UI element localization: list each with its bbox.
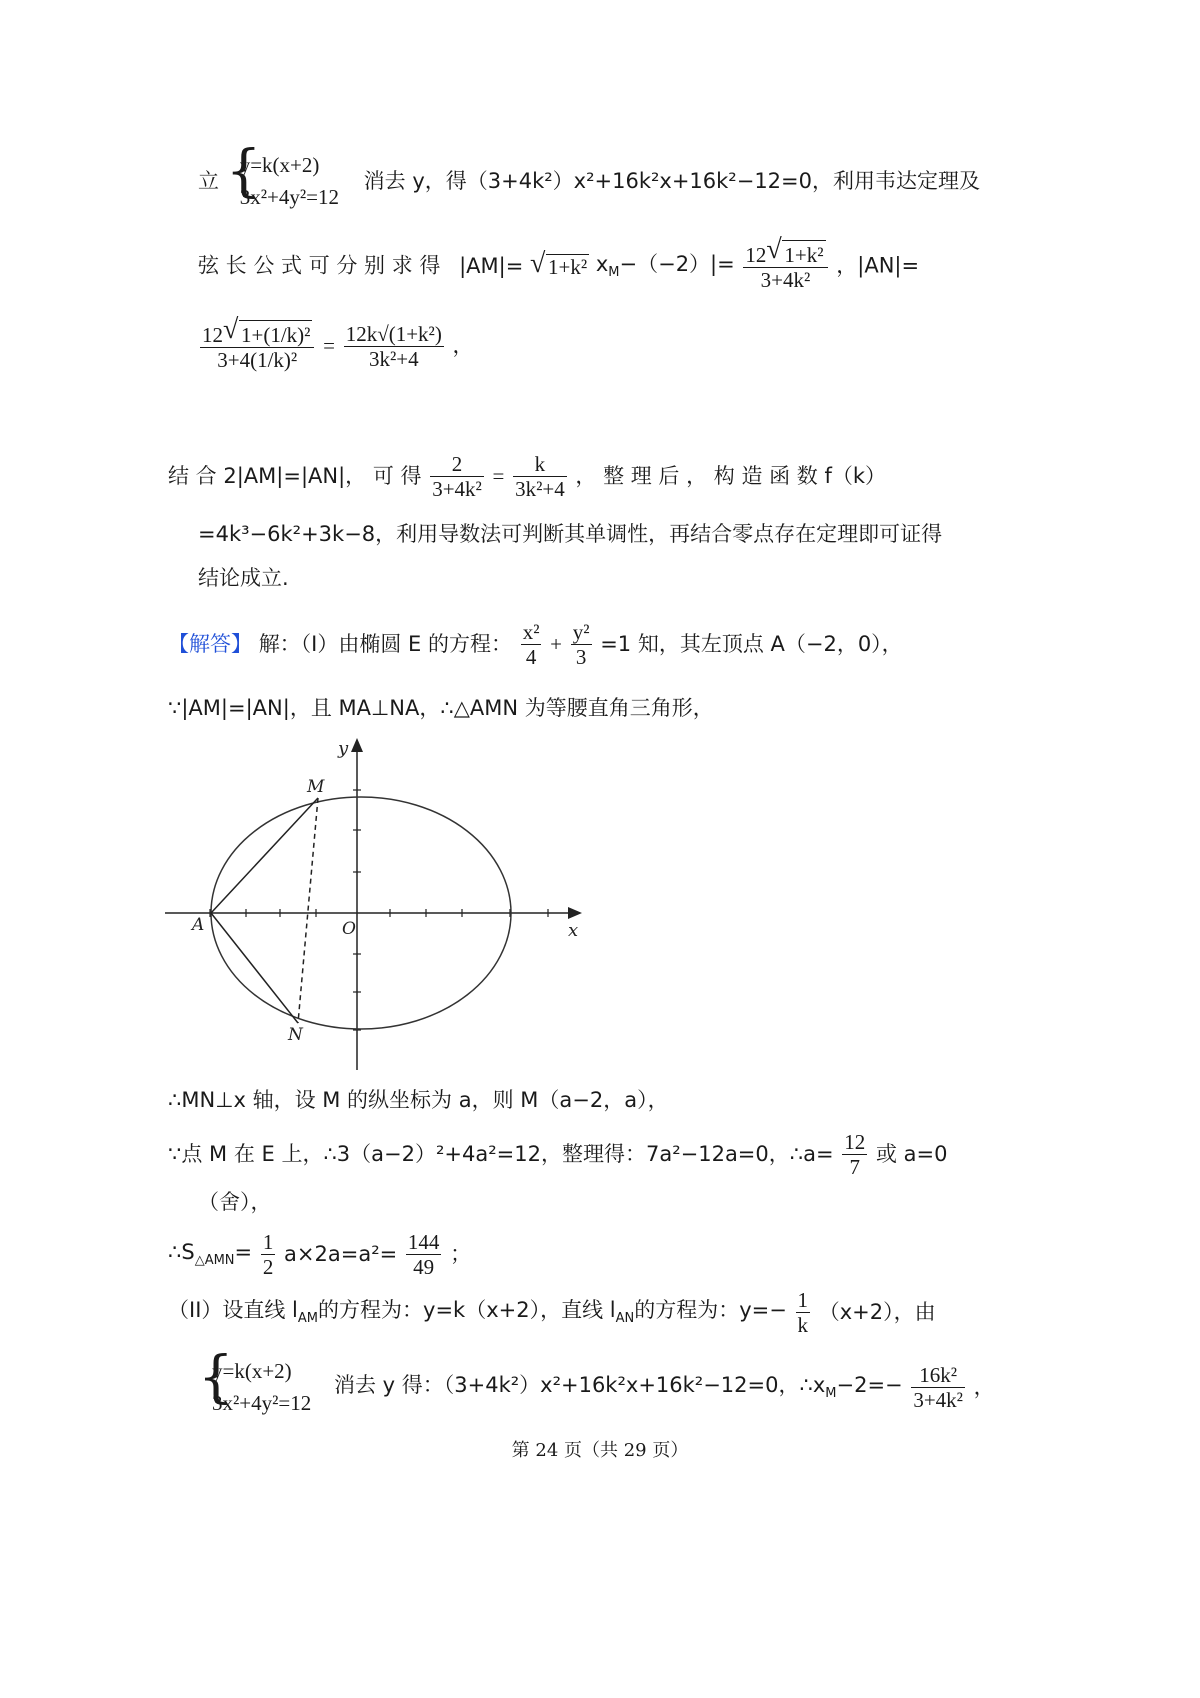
text: 消去 y 得：（3+4k²）x²+16k²x+16k²−12=0，∴x: [333, 1372, 826, 1397]
segment-an: [211, 913, 298, 1023]
text: ∵点 M 在 E 上，∴3（a−2）²+4a²=12，整理得：7a²−12a=0，∴a=: [168, 1142, 834, 1167]
equation: y=k(x+2): [239, 153, 320, 177]
text: ，|AN|=: [836, 253, 920, 278]
text: （II）设直线 l: [168, 1298, 298, 1323]
text: +: [550, 632, 563, 657]
brace-icon: {: [198, 1345, 234, 1410]
fraction: $\frac{\text{x²}}{4}$: [522, 620, 540, 670]
fraction: $\frac{\text{y²}}{3}$: [572, 620, 590, 670]
label-x: x: [568, 920, 579, 941]
fraction: 12 √ 1+k² 3+4k²: [743, 240, 827, 292]
text: 解：（I）由椭圆 E 的方程：: [258, 632, 512, 657]
line-4: [168, 452, 886, 501]
fraction: $\frac{12}{7}$: [844, 1130, 866, 1180]
text: ， 整 理 后 ， 构 造 函 数 f（k）: [575, 464, 887, 489]
text: =: [492, 464, 505, 489]
text: x: [595, 251, 609, 276]
text: 的方程为：y=−: [634, 1298, 787, 1323]
equation-system: [198, 1345, 312, 1419]
line-8: [168, 698, 714, 719]
text: （舍），: [198, 1190, 272, 1214]
line-6: [198, 568, 289, 589]
text: 立: [198, 169, 219, 193]
fraction: $\frac{144}{49}$: [407, 1230, 440, 1280]
line-2: [198, 234, 920, 293]
text: ，: [452, 333, 474, 358]
subscript: M: [608, 264, 620, 280]
x-axis-arrow-icon: [568, 907, 582, 919]
label-m: M: [307, 777, 325, 797]
segment-mn: [298, 798, 318, 1023]
answer-tag: 【解答】: [168, 632, 252, 657]
text: =: [323, 333, 335, 358]
text: −（−2）|=: [619, 251, 735, 276]
line-3: [198, 314, 474, 373]
text: =: [234, 1240, 253, 1265]
line-1: [198, 139, 980, 213]
line-14: [198, 1345, 995, 1419]
text: 弦 长 公 式 可 分 别 求 得: [198, 253, 441, 278]
equation: 3x²+4y²=12: [239, 184, 339, 209]
fraction: $\frac{2}{\text{3+4k²}}$: [432, 452, 482, 502]
line-11: [198, 1192, 272, 1213]
text: 或 a=0: [875, 1142, 948, 1167]
text: ∵|AM|=|AN|，且 MA⊥NA，∴△AMN 为等腰直角三角形，: [168, 696, 714, 720]
text: 消去 y，得（3+4k²）x²+16k²x+16k²−12=0，利用韦达定理及: [363, 169, 980, 193]
subscript: AM: [297, 1311, 319, 1327]
text: a×2a=a²=: [284, 1242, 398, 1267]
subscript: △AMN: [194, 1253, 235, 1269]
y-axis-arrow-icon: [351, 738, 363, 752]
text: |AM|=: [459, 253, 524, 278]
line-12: [168, 1230, 471, 1279]
line-5: [198, 524, 942, 545]
label-o: O: [342, 919, 356, 939]
page-number: 第 24 页（共 29 页）: [511, 1440, 689, 1461]
ellipse-figure: [150, 730, 600, 1080]
text: （x+2），由: [818, 1300, 936, 1325]
fraction: 12 √ 1+(1/k)² 3+4(1/k)²: [200, 320, 314, 372]
subscript: M: [825, 1386, 837, 1402]
equation: y=k(x+2): [212, 1359, 292, 1383]
fraction: $\frac{1}{2}$: [262, 1230, 274, 1280]
text: ∴MN⊥x 轴，设 M 的纵坐标为 a，则 M（a−2，a），: [168, 1088, 669, 1112]
label-a: A: [192, 915, 205, 935]
page-footer: [0, 1436, 1200, 1462]
equation-system: [225, 139, 339, 213]
line-13: [168, 1288, 936, 1337]
text: −2=−: [836, 1372, 903, 1397]
text: ；: [450, 1242, 472, 1267]
line-7: [168, 620, 903, 669]
fraction: $\frac{k}{\text{3k²+4}}$: [515, 452, 565, 502]
segment-am: [211, 798, 318, 913]
equation: 3x²+4y²=12: [212, 1390, 312, 1415]
text: ，: [973, 1375, 995, 1399]
text: ∴S: [168, 1240, 195, 1265]
fraction: $\frac{\text{16k²}}{\text{3+4k²}}$: [913, 1362, 963, 1412]
subscript: AN: [615, 1311, 635, 1327]
text: 结 合 2|AM|=|AN|， 可 得: [168, 464, 422, 489]
sqrt-expr: √ 1+k²: [530, 248, 588, 280]
text: 的方程为：y=k（x+2），直线 l: [318, 1298, 616, 1323]
line-9: [168, 1090, 669, 1111]
brace-icon: {: [225, 139, 262, 204]
text: =4k³−6k²+3k−8，利用导数法可判断其单调性，再结合零点存在定理即可证得: [198, 522, 943, 546]
line-10: [168, 1130, 947, 1179]
fraction: $\frac{\text{12k√(1+k²)}}{\text{3k²+4}}$: [345, 321, 442, 371]
text: =1 知，其左顶点 A（−2，0），: [600, 632, 903, 657]
label-y: y: [338, 738, 349, 759]
label-n: N: [288, 1025, 303, 1045]
text: 结论成立.: [198, 566, 289, 590]
fraction: $\frac{1}{k}$: [797, 1288, 809, 1338]
